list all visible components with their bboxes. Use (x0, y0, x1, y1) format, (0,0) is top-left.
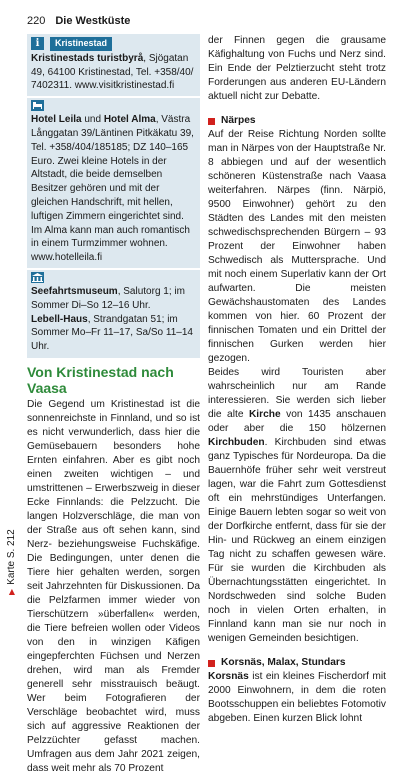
page-number: 220 (27, 15, 46, 27)
body-paragraph: der Finnen gegen die grausame Käfighaltung von Fuchs und Nerz sind. Ein Ende der Pelztierzucht steht trotz Forderungen aus anderen EU-Ländern aktuell nicht zur Debatte. (208, 35, 386, 102)
info-box (27, 34, 200, 358)
section-heading: Von Kristinestad nach Vaasa (27, 363, 174, 396)
bold-term: Kirche (248, 409, 281, 420)
text-run: ist ein kleines Fischerdorf mit 2000 Einwohnern, in dem die roten Bootsschuppen ein beliebtes Fotomotiv abgeben. Einen kurzen Blick lohnt (208, 671, 386, 724)
lebell-details: , Strandgatan 51; im Sommer Mo–Fr 11–17, Sa/So 11–14 Uhr. (31, 313, 193, 353)
subheading-korsnas (208, 656, 386, 670)
body-paragraph: Auf der Reise Richtung Norden sollte man in Närpes von der Hauptstraße Nr. 8 abbiegen und auf der wesentlich schöneren Küstenstraße nach Vaasa weiterfahren. Närpes (finn. Närpiö, 9500 Einwohner) gehört zu den Städten des Landes mit den meisten schwedischsprechenden Bürgern – 93 Prozent der Einwohner haben Schwedisch als Muttersprache. Und mit noch einem Superlativ kann der Ort aufwarten. Die meisten Gewächshaustomaten des Landes kommen von hier. 60 Prozent der finnischen Tomaten und ein Drittel der finnischen Gurken werden hier gezogen. (208, 129, 386, 364)
map-reference-label: Karte S. 212 (6, 529, 17, 585)
lebell-info (31, 313, 196, 354)
lebell-name: Lebell-Haus (31, 313, 88, 325)
tourist-office-name: Kristinestads turistbyrå (31, 52, 144, 64)
hotel-info (31, 113, 196, 265)
divider (27, 268, 200, 270)
square-bullet-icon (208, 118, 215, 125)
hotel-name-2: Hotel Alma (103, 114, 156, 126)
museum-details: , Salutorg 1; im Sommer Di–So 12–16 Uhr. (31, 285, 185, 311)
museum-info (31, 285, 196, 313)
info-box-header (31, 37, 196, 51)
map-reference-tab[interactable] (6, 529, 17, 595)
text-run: von 1435 anschauen oder aber die 150 hölzernen (208, 409, 386, 434)
tourist-office-details: , Sjögatan 49, 64100 Kristinestad, Tel. +358/40/ 7402311. www.visitkristinestad.fi (31, 52, 194, 92)
left-column (27, 34, 200, 776)
museum-name: Seefahrtsmuseum (31, 285, 118, 297)
bold-term: Kirchbuden (208, 437, 265, 448)
body-paragraph (208, 366, 386, 646)
divider (27, 96, 200, 98)
tourist-office-info (31, 52, 196, 93)
right-column (208, 34, 386, 726)
page-header (27, 15, 130, 27)
subheading-narpes (208, 114, 386, 128)
text-run: Beides wird Touristen aber wahrscheinlich nur am Rande interessieren. Sie werden sich lieber die alte (208, 367, 386, 420)
body-paragraph: Die Gegend um Kristinestad ist die sonnenreichste in Finnland, und so ist es nicht verwunderlich, dass hier die Gemüsebauern besonders hohe Ernten einfahren. Aber es gibt noch einen zweiten wichtigen – und umstrittenen – Erwerbszweig in dieser Ecke Finnlands: die Pelzzucht. Die langen Holzverschläge, die man von der Straße aus oft sehen kann, sind Nerz- beziehungsweise Fuchskäfige. Die Bedingungen, unter denen die Tiere hier gehalten werden, sorgen seit Jahrzehnten für Diskussionen. Da die Pelzfarmen immer wieder von Tierschützern »überfallen« werden, die Tiere befreien wollen oder Videos von den in winzigen Käfigen eingepferchten Füchsen und Nerzen drehen, wird man als Fremder generell sehr misstrauisch beäugt. Wer beim Fotografieren der Verschläge beobachtet wird, muss sich auf aggressive Reaktionen der Pelzzüchter gefasst machen. Umfragen aus dem Jahr 2021 zeigen, dass weit mehr als 70 Prozent (27, 398, 200, 774)
museum-icon (31, 272, 44, 283)
square-bullet-icon (208, 660, 215, 667)
hotel-connector: und (81, 114, 104, 126)
info-icon: i (31, 37, 44, 50)
hotel-details: , Västra Långgatan 39/Läntinen Pitkäkatu 39, Tel. +358/404/185185; DZ 140–165 Euro. Zwei kleine Hotels in der Altstadt, die beide demselben Besitzer gehören und mit der gleichen Handschrift, mit hellen, luftigen Zimmern eingerichtet sind. Im Alma kann man auch romantisch in einem Turmzimmer wohnen. www.hotelleila.fi (31, 114, 194, 264)
hotel-name-1: Hotel Leila (31, 114, 82, 126)
triangle-right-icon: ▶ (7, 588, 16, 595)
subheading-text: Korsnäs, Malax, Stundars (221, 657, 346, 668)
bold-term: Korsnäs (208, 671, 249, 682)
info-box-label: Kristinestad (50, 37, 112, 51)
body-paragraph (208, 670, 386, 726)
text-run: . Kirchbuden sind etwas ganz Typisches für Nordeuropa. Da die Bauernhöfe früher sehr weit verstreut lagen, war die Fahrt zum Gottesdienst oft ein mehrstündiges Unterfangen. Einige Bauern lebten sogar so weit von der Dorfkirche entfernt, dass für sie der Hin- und Rückweg an einem einzigen Tag nicht zu schaffen gewesen wäre. Für sie wurden die Kirchbuden als Übernachtungsstätten eingerichtet. In Nordschweden sind solche Buden noch in vielen Orten erhalten, in Finnland kann man sie nur noch in wenigen Gemeinden besichtigen. (208, 437, 386, 644)
subheading-text: Närpes (221, 115, 256, 126)
running-title: Die Westküste (55, 15, 131, 27)
bed-icon (31, 100, 44, 111)
